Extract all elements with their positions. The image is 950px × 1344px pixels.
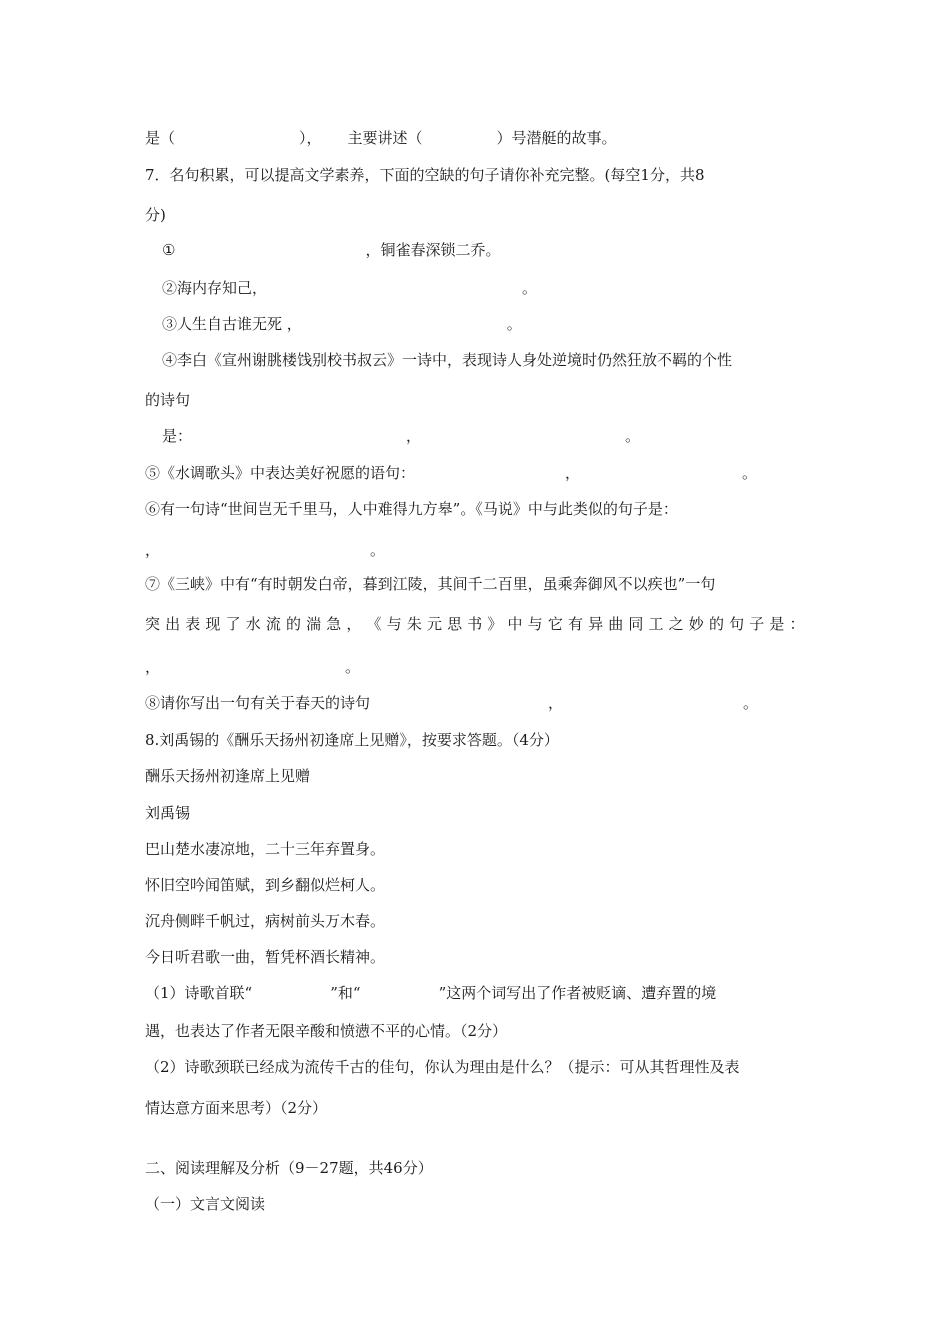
q7-item7-char: 水 [245, 615, 261, 633]
q8-sub1-b: ”和“ [330, 984, 361, 1002]
q7-item7-char: 妙 [688, 615, 704, 633]
q7-item7-line3 [145, 657, 360, 677]
q7-item7-char: 与 [527, 615, 543, 633]
q7-item7-char: 与 [386, 615, 402, 633]
section2-heading: 二、阅读理解及分析（9－27题，共46分） [145, 1159, 433, 1177]
q7-stem-line1: 7．名句积累，可以提高文学素养，下面的空缺的句子请你补充完整。(每空1分，共8 [145, 166, 705, 184]
q7-item7-comma: ， [145, 658, 161, 676]
poem-line-4: 今日听君歌一曲，暂凭杯酒长精神。 [145, 948, 386, 966]
q6-tail-b: ）， [299, 129, 322, 147]
poem-title: 酬乐天扬州初逢席上见赠 [145, 767, 311, 785]
q8-sub1-line1 [145, 983, 716, 1003]
q7-item7-char: 表 [185, 615, 201, 633]
q7-item7-char: ： [789, 615, 805, 633]
q7-item8 [145, 693, 758, 713]
q7-item7-char: 它 [547, 615, 563, 633]
q7-item7-char: 曲 [608, 615, 624, 633]
q7-item6-end: 。 [370, 541, 386, 559]
q7-item4-line1: ④李白《宣州谢朓楼饯别校书叔云》一诗中，表现诗人身处逆境时仍然狂放不羁的个性 [162, 351, 733, 369]
poem-line-1: 巴山楚水凄凉地，二十三年弃置身。 [145, 840, 386, 858]
q6-tail-a: 是（ [145, 129, 176, 147]
q7-item7-line1: ⑦《三峡》中有“有时朝发白帝，暮到江陵，其间千二百里，虽乘奔御风不以疾也”一句 [145, 575, 716, 593]
q7-stem-line2: 分) [145, 206, 166, 224]
q7-item7-char: 句 [729, 615, 745, 633]
q7-item1-num: ① [162, 241, 176, 259]
q7-item7-char: 思 [447, 615, 463, 633]
q8-sub1-c: ”这两个词写出了作者被贬谪、遭弃置的境 [438, 984, 717, 1002]
q7-item7-char: 《 [366, 615, 382, 633]
q7-item7-char: 异 [588, 615, 604, 633]
q8-sub1-a: （1）诗歌首联“ [145, 984, 253, 1002]
q7-item4-label: 是： [162, 427, 193, 445]
q7-item6-comma: ， [145, 541, 161, 559]
q7-item2-text: ②海内存知己， [162, 279, 268, 297]
q7-item7-char: 之 [668, 615, 684, 633]
q7-item7-char: 现 [205, 615, 221, 633]
q8-sub2-line2: 情达意方面来思考）（2分） [145, 1099, 328, 1117]
q7-item7-char: 有 [567, 615, 583, 633]
q7-item7-line2 [145, 614, 805, 634]
q7-item4-line2: 的诗句 [145, 391, 191, 409]
q7-item7-char: 子 [749, 615, 765, 633]
q7-item4-line3 [162, 426, 640, 446]
q7-item7-char: 的 [285, 615, 301, 633]
q7-item4-comma: ， [406, 427, 422, 445]
q7-item7-char: 工 [648, 615, 664, 633]
q7-item3 [162, 314, 522, 334]
q7-item7-char: ， [346, 615, 362, 633]
q7-item5-comma: ， [565, 464, 581, 482]
q7-item8-text: ⑧请你写出一句有关于春天的诗句 [145, 694, 371, 712]
q7-item7-char: 出 [165, 615, 181, 633]
q7-item7-char: 流 [265, 615, 281, 633]
q7-item3-end: 。 [506, 315, 522, 333]
q7-item7-char: 突 [145, 615, 161, 633]
q7-item7-char: 了 [225, 615, 241, 633]
q6-tail-line [145, 128, 617, 148]
q7-item7-char: 》 [487, 615, 503, 633]
q7-item7-char: 元 [426, 615, 442, 633]
q7-item7-char: 急 [326, 615, 342, 633]
q6-tail-c: 主要讲述（ [347, 129, 423, 147]
q7-item5-end: 。 [742, 464, 758, 482]
q8-stem: 8.刘禹锡的《酬乐天扬州初逢席上见赠》，按要求答题。（4分） [145, 731, 559, 749]
q8-sub2-line1: （2）诗歌颈联已经成为流传千古的佳句，你认为理由是什么？（提示：可从其哲理性及表 [145, 1058, 740, 1076]
poem-line-2: 怀旧空吟闻笛赋，到乡翻似烂柯人。 [145, 876, 386, 894]
q7-item1 [162, 240, 500, 260]
q7-item7-char: 书 [467, 615, 483, 633]
q7-item7-char: 是 [769, 615, 785, 633]
poem-author: 刘禹锡 [145, 804, 191, 822]
q8-sub1-line2: 遇，也表达了作者无限辛酸和愤懑不平的心情。（2分） [145, 1022, 508, 1040]
section2-sub-heading: （一）文言文阅读 [145, 1195, 266, 1213]
q7-item7-char: 朱 [406, 615, 422, 633]
q7-item7-char: 中 [507, 615, 523, 633]
q7-item8-comma: ， [548, 694, 564, 712]
q7-item2 [162, 278, 537, 298]
q7-item5 [145, 463, 757, 483]
q6-tail-d: ）号潜艇的故事。 [496, 129, 617, 147]
q7-item5-text: ⑤《水调歌头》中表达美好祝愿的语句： [145, 464, 416, 482]
q7-item7-end: 。 [345, 658, 361, 676]
q7-item7-char: 的 [708, 615, 724, 633]
q7-item2-end: 。 [522, 279, 538, 297]
q7-item6-line2 [145, 540, 385, 560]
q7-item4-end: 。 [625, 427, 641, 445]
q7-item1-tail: ，铜雀春深锁二乔。 [365, 241, 501, 259]
q7-item7-char: 同 [628, 615, 644, 633]
poem-line-3: 沉舟侧畔千帆过，病树前头万木春。 [145, 912, 386, 930]
q7-item8-end: 。 [743, 694, 759, 712]
q7-item6-line1: ⑥有一句诗“世间岂无千里马，人中难得九方皋”。《马说》中与此类似的句子是： [145, 500, 678, 518]
q7-item7-char: 湍 [306, 615, 322, 633]
q7-item3-text: ③人生自古谁无死 ， [162, 315, 302, 333]
